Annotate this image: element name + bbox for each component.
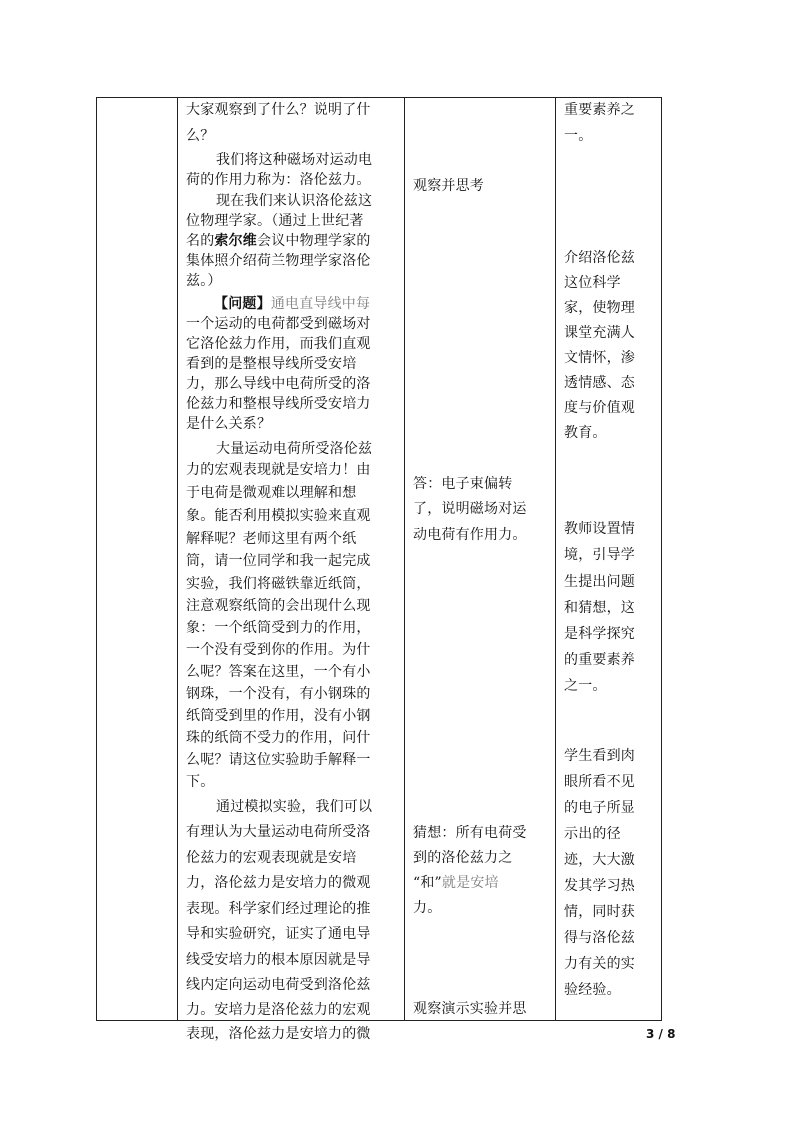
text-line: 我们将这种磁场对运动电 bbox=[216, 152, 373, 168]
text-line: 力有关的实 bbox=[564, 956, 635, 972]
text-line: 大家观察到了什么？说明了什 bbox=[186, 102, 371, 118]
text-span: 名的 bbox=[186, 233, 215, 249]
text-line: 一。 bbox=[564, 128, 593, 144]
text-line: 现在我们来认识洛伦兹这 bbox=[216, 193, 373, 209]
text-line: 度与价值观 bbox=[564, 400, 635, 416]
text-line: 伦兹力和整根导线所受安培力 bbox=[186, 396, 371, 412]
text-line: 下。 bbox=[186, 774, 215, 790]
text-line: 发其学习热 bbox=[564, 878, 635, 894]
text-line: 示出的径 bbox=[564, 826, 621, 842]
text-line: 力。 bbox=[413, 900, 442, 916]
text-span: 通电直导线中每 bbox=[270, 296, 371, 312]
text-line: 有理认为大量运动电荷所受洛 bbox=[186, 824, 371, 840]
text-line: 象。能否利用模拟实验来直观 bbox=[186, 508, 371, 524]
table-left-border bbox=[96, 97, 97, 1021]
text-line: 到的洛伦兹力之 bbox=[413, 850, 513, 866]
text-line: 线内定向运动电荷受到洛伦兹 bbox=[186, 977, 371, 993]
text-line: 筒，请一位同学和我一起完成 bbox=[186, 553, 371, 569]
table-top-border bbox=[96, 97, 662, 98]
column-divider-1 bbox=[177, 97, 178, 1021]
text-line: 力，那么导线中电荷所受的洛 bbox=[186, 376, 371, 392]
text-line: 表现，洛伦兹力是安培力的微 bbox=[186, 1026, 371, 1042]
text-line: 纸筒受到里的作用，没有小钢 bbox=[186, 708, 371, 724]
text-line: 文情怀，渗 bbox=[564, 350, 635, 366]
text-span: 就是安培 bbox=[441, 875, 499, 891]
text-line: 珠的纸筒不受力的作用，问什 bbox=[186, 730, 371, 746]
text-line: 学生看到肉 bbox=[564, 748, 635, 764]
text-line: 情，同时获 bbox=[564, 904, 635, 920]
text-line: 线受安培力的根本原因就是导 bbox=[186, 952, 371, 968]
text-line: 解释呢？老师这里有两个纸 bbox=[186, 531, 357, 547]
text-line: 注意观察纸筒的会出现什么现 bbox=[186, 598, 371, 614]
text-line: 和猜想，这 bbox=[564, 600, 635, 616]
column-divider-2 bbox=[404, 97, 405, 1021]
text-line: 力，洛伦兹力是安培力的微观 bbox=[186, 875, 371, 891]
text-line: 教育。 bbox=[564, 425, 607, 441]
text-line: 大量运动电荷所受洛伦兹 bbox=[216, 441, 373, 457]
text-line bbox=[186, 231, 371, 251]
text-line: 观察演示实验并思 bbox=[413, 1001, 527, 1017]
text-line: 钢珠，一个没有，有小钢珠的 bbox=[186, 686, 371, 702]
text-line: 眼所看不见 bbox=[564, 774, 635, 790]
column-divider-3 bbox=[555, 97, 556, 1021]
text-line: 么呢？请这位实验助手解释一 bbox=[186, 752, 371, 768]
text-line: 教师设置情 bbox=[564, 521, 635, 537]
text-line: 了，说明磁场对运 bbox=[413, 501, 527, 517]
text-line: 实验，我们将磁铁靠近纸筒， bbox=[186, 576, 371, 592]
text-line: 动电荷有作用力。 bbox=[413, 527, 527, 543]
text-line: 么呢？答案在这里，一个有小 bbox=[186, 664, 371, 680]
text-line: 观察并思考 bbox=[413, 178, 484, 194]
text-line: 猜想：所有电荷受 bbox=[413, 825, 527, 841]
page-number: 3 / 8 bbox=[646, 1027, 676, 1041]
table-bottom-border bbox=[96, 1020, 662, 1021]
text-line: 导和实验研究，证实了通电导 bbox=[186, 926, 371, 942]
text-line: 境，引导学 bbox=[564, 547, 635, 563]
text-line: 生提出问题 bbox=[564, 574, 635, 590]
text-line: 透情感、态 bbox=[564, 375, 635, 391]
text-line: 课堂充满人 bbox=[564, 325, 635, 341]
text-line: 的重要素养 bbox=[564, 652, 635, 668]
solvay-term: 索尔维 bbox=[214, 233, 258, 249]
text-line: 一个运动的电荷都受到磁场对 bbox=[186, 316, 371, 332]
text-line: 这位科学 bbox=[564, 275, 621, 291]
text-line: 于电荷是微观难以理解和想 bbox=[186, 485, 357, 501]
text-line bbox=[413, 873, 499, 893]
text-line: 是科学探究 bbox=[564, 626, 635, 642]
text-line: 伦兹力的宏观表现就是安培 bbox=[186, 850, 357, 866]
text-line: 答：电子束偏转 bbox=[413, 476, 513, 492]
text-span: 会议中物理学家的 bbox=[257, 233, 371, 249]
text-line: 一个没有受到你的作用。为什 bbox=[186, 642, 371, 658]
text-line: 介绍洛伦兹 bbox=[564, 250, 635, 266]
text-line: 重要素养之 bbox=[564, 102, 635, 118]
text-line: 位物理学家。（通过上世纪著 bbox=[186, 213, 364, 229]
text-line bbox=[214, 294, 370, 314]
question-tag: 【问题】 bbox=[214, 296, 271, 312]
text-line: 家，使物理 bbox=[564, 300, 635, 316]
table-right-border bbox=[661, 97, 662, 1021]
text-line: 的电子所显 bbox=[564, 800, 635, 816]
text-line: 么？ bbox=[186, 128, 215, 144]
text-line: 之一。 bbox=[564, 678, 607, 694]
text-line: 力的宏观表现就是安培力！由 bbox=[186, 462, 371, 478]
text-line: 表现。科学家们经过理论的推 bbox=[186, 901, 371, 917]
text-span: “和” bbox=[413, 875, 442, 891]
text-line: 得与洛伦兹 bbox=[564, 930, 635, 946]
text-line: 它洛伦兹力作用，而我们直观 bbox=[186, 336, 371, 352]
text-line: 通过模拟实验，我们可以 bbox=[216, 799, 373, 815]
text-line: 是什么关系？ bbox=[186, 416, 272, 432]
text-line: 集体照介绍荷兰物理学家洛伦 bbox=[186, 253, 371, 269]
text-line: 荷的作用力称为：洛伦兹力。 bbox=[186, 172, 371, 188]
text-line: 迹，大大激 bbox=[564, 852, 635, 868]
text-line: 看到的是整根导线所受安培 bbox=[186, 356, 357, 372]
text-line: 验经验。 bbox=[564, 982, 621, 998]
text-line: 兹。） bbox=[186, 273, 222, 289]
text-line: 象：一个纸筒受到力的作用， bbox=[186, 620, 371, 636]
text-line: 力。安培力是洛伦兹力的宏观 bbox=[186, 1002, 371, 1018]
